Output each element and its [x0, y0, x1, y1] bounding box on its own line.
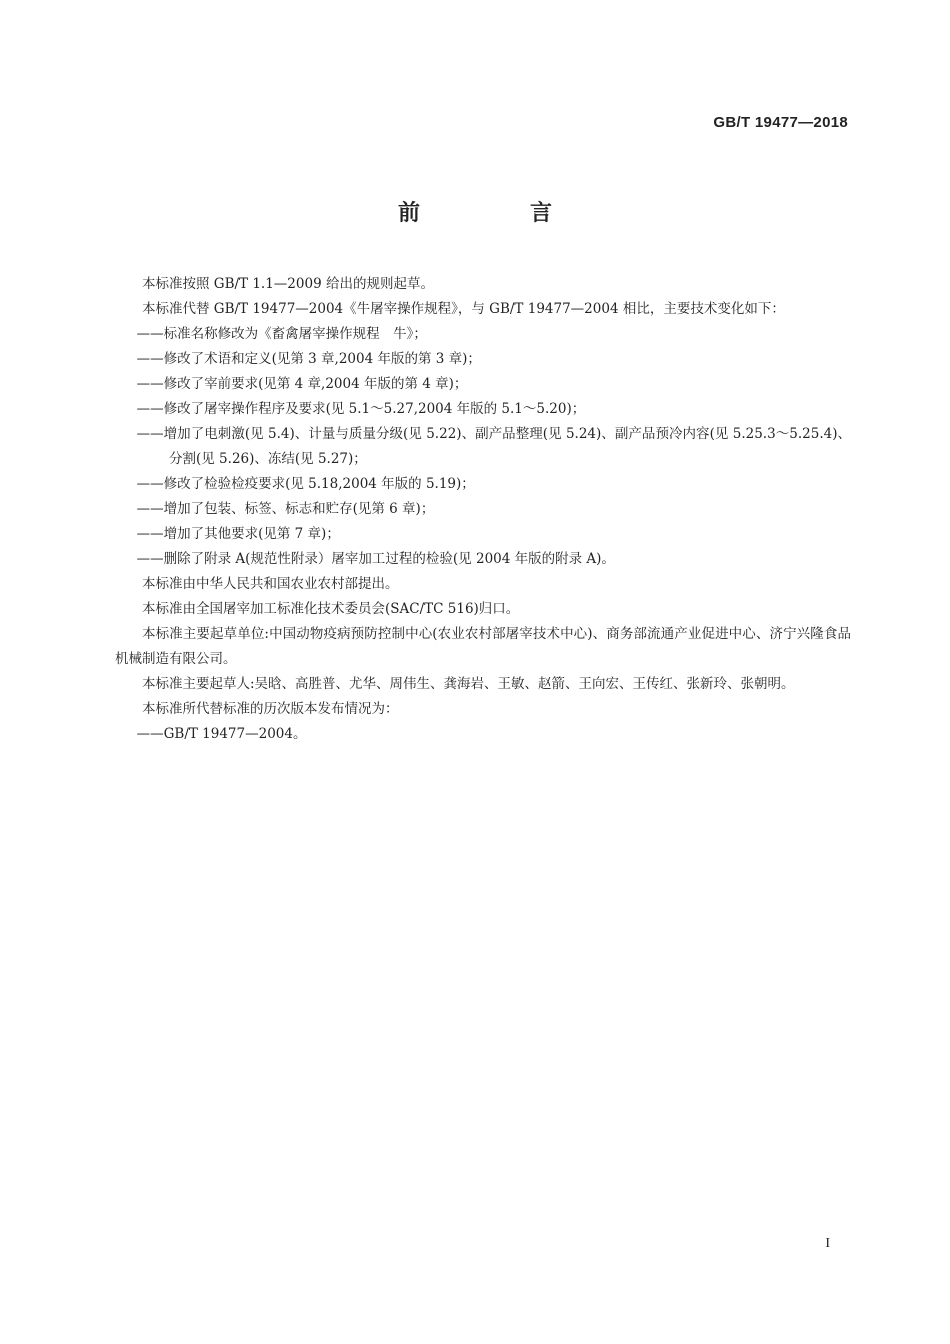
paragraph-drafting-rules: 本标准按照 GB/T 1.1—2009 给出的规则起草。: [142, 276, 434, 292]
paragraph-drafters: 本标准主要起草人:吴晗、高胜普、尤华、周伟生、龚海岩、王敏、赵箭、王向宏、王传红、张新玲、张朝明。: [142, 676, 795, 692]
history-item: ——GB/T 19477—2004。: [136, 726, 307, 742]
foreword-body: [115, 272, 851, 747]
page-title: 前 言: [397, 201, 596, 226]
change-item: ——增加了其他要求(见第 7 章)；: [136, 526, 340, 542]
page-number: I: [825, 1236, 830, 1251]
paragraph-history-intro: 本标准所代替标准的历次版本发布情况为：: [142, 701, 399, 717]
change-item: ——修改了术语和定义(见第 3 章,2004 年版的第 3 章)；: [136, 351, 481, 367]
paragraph-drafting-units: 本标准主要起草单位:中国动物疫病预防控制中心(农业农村部屠宰技术中心)、商务部流通产业促进中心、济宁兴隆食品机械制造有限公司。: [115, 626, 851, 667]
change-item: ——增加了电刺激(见 5.4)、计量与质量分级(见 5.22)、副产品整理(见 5.24)、副产品预冷内容(见 5.25.3～5.25.4)、分割(见 5.26)、冻结(见 5.27)；: [136, 426, 851, 467]
standard-code: GB/T 19477—2018: [713, 114, 848, 131]
change-item: ——修改了宰前要求(见第 4 章,2004 年版的第 4 章)；: [136, 376, 468, 392]
paragraph-administrator: 本标准由全国屠宰加工标准化技术委员会(SAC/TC 516)归口。: [142, 601, 520, 617]
change-item: ——标准名称修改为《畜禽屠宰操作规程 牛》；: [136, 326, 427, 342]
change-item: ——修改了检验检疫要求(见 5.18,2004 年版的 5.19)；: [136, 476, 475, 492]
paragraph-replacement: 本标准代替 GB/T 19477—2004《牛屠宰操作规程》，与 GB/T 19477—2004 相比，主要技术变化如下：: [142, 301, 785, 317]
paragraph-proposer: 本标准由中华人民共和国农业农村部提出。: [142, 576, 399, 592]
change-item: ——增加了包装、标签、标志和贮存(见第 6 章)；: [136, 501, 435, 517]
change-item: ——删除了附录 A(规范性附录）屠宰加工过程的检验(见 2004 年版的附录 A)。: [136, 551, 615, 567]
change-item: ——修改了屠宰操作程序及要求(见 5.1～5.27,2004 年版的 5.1～5.20)；: [136, 401, 586, 417]
